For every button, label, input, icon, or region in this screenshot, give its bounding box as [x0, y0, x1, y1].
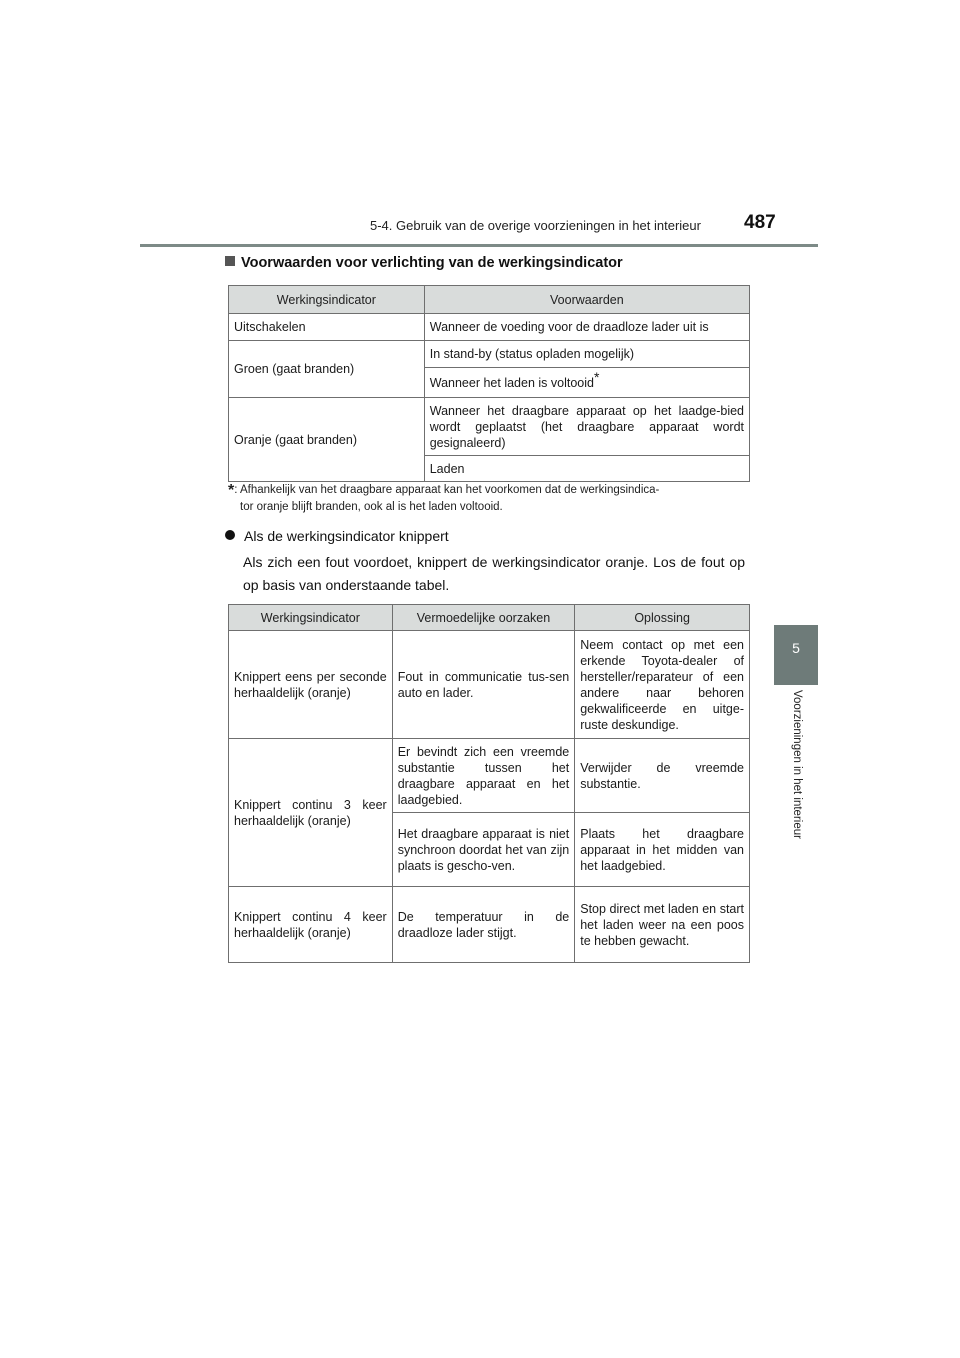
section-header: 5-4. Gebruik van de overige voorzieningen in het interieur — [370, 218, 701, 233]
cause-cell: Het draagbare apparaat is niet synchroon doordat het van zijn plaats is gescho-ven. — [392, 813, 575, 887]
section-heading-text: Voorwaarden voor verlichting van de werkingsindicator — [241, 255, 623, 271]
indicator-cell: Knippert continu 3 keer herhaaldelijk (oranje) — [229, 739, 393, 887]
section-heading — [225, 255, 623, 271]
footnote: *: Afhankelijk van het draagbare apparaat kan het voorkomen dat de werkingsindica- tor oranje blijft branden, ook al is het laden voltooid. — [228, 482, 660, 513]
column-header: Oplossing — [575, 605, 750, 631]
indicator-conditions-table — [228, 285, 750, 482]
chapter-tab-label-container — [786, 690, 806, 880]
bullet-heading: Als de werkingsindicator knippert — [225, 528, 449, 544]
table-row — [229, 887, 750, 963]
condition-cell: Laden — [424, 456, 749, 482]
condition-cell: Wanneer het draagbare apparaat op het laadge-bied wordt geplaatst (het draagbare apparaat wordt gesignaleerd) — [424, 398, 749, 456]
condition-cell: In stand-by (status opladen mogelijk) — [424, 341, 749, 368]
condition-cell: Wanneer het laden is voltooid* — [424, 368, 749, 398]
indicator-cell: Knippert continu 4 keer herhaaldelijk (oranje) — [229, 887, 393, 963]
chapter-tab: 5 — [774, 625, 818, 685]
condition-cell: Wanneer de voeding voor de draadloze lader uit is — [424, 314, 749, 341]
solution-cell: Verwijder de vreemde substantie. — [575, 739, 750, 813]
table-row — [229, 398, 750, 456]
bullet-icon — [225, 530, 235, 540]
footnote-marker: * — [593, 368, 600, 385]
solution-cell: Neem contact op met een erkende Toyota-dealer of hersteller/reparateur of een andere naar behoren gekwalificeerde en uitge-ruste deskundige. — [575, 631, 750, 739]
column-header: Werkingsindicator — [229, 605, 393, 631]
table-header-row — [229, 605, 750, 631]
chapter-tab-label: Voorzieningen in het interieur — [791, 690, 803, 839]
cause-cell: De temperatuur in de draadloze lader stijgt. — [392, 887, 575, 963]
column-header: Werkingsindicator — [229, 286, 425, 314]
table-row — [229, 739, 750, 813]
table-row — [229, 631, 750, 739]
indicator-cell: Groen (gaat branden) — [229, 341, 425, 398]
table-header-row — [229, 286, 750, 314]
column-header: Vermoedelijke oorzaken — [392, 605, 575, 631]
column-header: Voorwaarden — [424, 286, 749, 314]
table-row — [229, 341, 750, 368]
solution-cell: Plaats het draagbare apparaat in het midden van het laadgebied. — [575, 813, 750, 887]
indicator-cell: Uitschakelen — [229, 314, 425, 341]
troubleshooting-table — [228, 604, 750, 963]
indicator-cell: Knippert eens per seconde herhaaldelijk (oranje) — [229, 631, 393, 739]
cause-cell: Fout in communicatie tus-sen auto en lader. — [392, 631, 575, 739]
indicator-cell: Oranje (gaat branden) — [229, 398, 425, 482]
table-row — [229, 314, 750, 341]
solution-cell: Stop direct met laden en start het laden weer na een poos te hebben gewacht. — [575, 887, 750, 963]
bullet-paragraph: Als zich een fout voordoet, knippert de werkingsindicator oranje. Los de fout op op basis van onderstaande tabel. — [243, 554, 745, 593]
page-number: 487 — [744, 212, 776, 233]
cause-cell: Er bevindt zich een vreemde substantie tussen het draagbare apparaat en het laadgebied. — [392, 739, 575, 813]
footnote-marker: * — [228, 482, 235, 499]
header-divider — [140, 244, 818, 247]
square-bullet-icon — [225, 256, 235, 266]
